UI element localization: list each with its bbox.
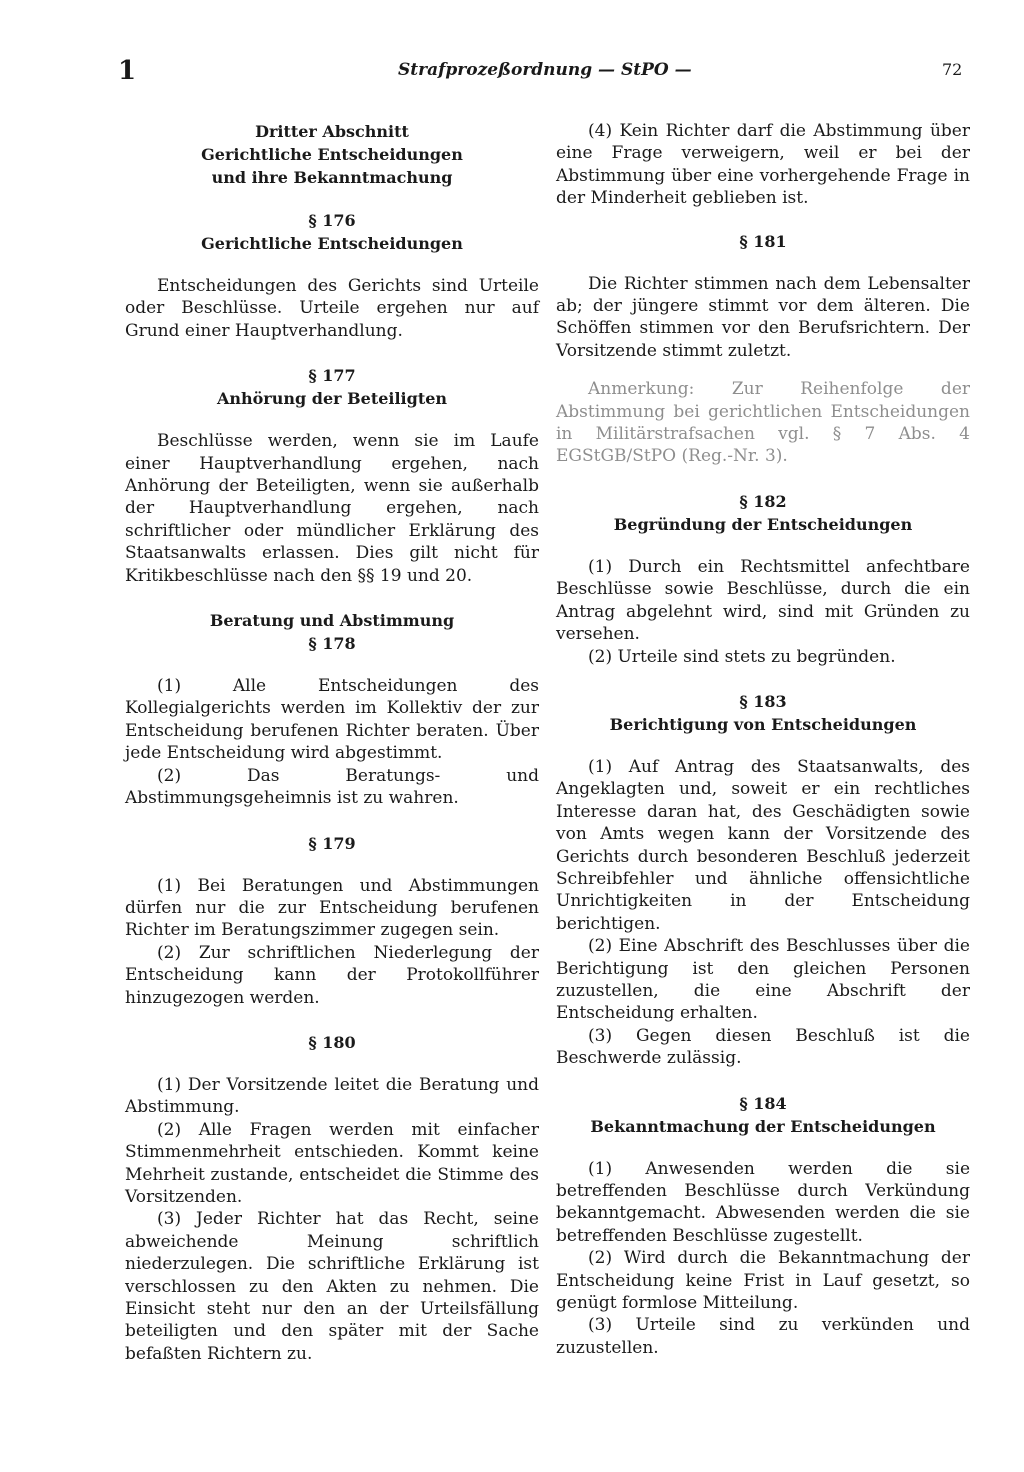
s183-title: Berichtigung von Entscheidungen [609, 714, 917, 734]
s178-p1: (1) Alle Entscheidungen des Kollegialgerichts werden im Kollektiv der zur Entscheidung berufenen Richter beraten. Über jede Entscheidung wird abgestimmt. [125, 676, 539, 764]
s184-p2: (2) Wird durch die Bekanntmachung der Entscheidung keine Frist in Lauf gesetzt, so genügt formlose Mitteilung. [556, 1248, 970, 1314]
section-heading-1: Dritter Abschnitt [255, 122, 409, 141]
s178-number: § 178 [308, 634, 356, 654]
s178-title: Beratung und Abstimmung [209, 611, 455, 631]
s181-number: § 181 [739, 231, 787, 251]
s182-p2: (2) Urteile sind stets zu begründen. [588, 646, 896, 667]
s184-p1: (1) Anwesenden werden die sie betreffenden Beschlüsse durch Verkündung bekanntgemacht. Abwesenden werden die sie betreffenden Beschlüsse zugestellt. [556, 1158, 970, 1246]
s176-title: Gerichtliche Entscheidungen [201, 234, 463, 253]
s183-number: § 183 [739, 691, 787, 711]
s177-title: Anhörung der Beteiligten [216, 389, 448, 409]
s178-p2: (2) Das Beratungs- und Abstimmungsgeheimnis ist zu wahren. [125, 765, 539, 809]
s177-number: § 177 [308, 366, 356, 386]
chapter-number: 1 [118, 56, 137, 86]
s176-text: Entscheidungen des Gerichts sind Urteile oder Beschlüsse. Urteile ergehen nur auf Grund einer Hauptverhandlung. [125, 276, 539, 341]
s184-p3: (3) Urteile sind zu verkünden und zuzustellen. [556, 1315, 970, 1358]
s180-number: § 180 [308, 1032, 356, 1052]
s179-p1: (1) Bei Beratungen und Abstimmungen dürfen nur die zur Entscheidung berufenen Richter im Beratungszimmer zugegen sein. [125, 875, 539, 941]
s179-p2: (2) Zur schriftlichen Niederlegung der Entscheidung kann der Protokollführer hinzugezogen werden. [125, 942, 539, 1008]
s181-text: Die Richter stimmen nach dem Lebensalter ab; der jüngere stimmt vor dem älteren. Die Schöffen stimmen vor den Berufsrichtern. Der Vorsitzende stimmt zuletzt. [556, 273, 970, 361]
section-heading-2: Gerichtliche Entscheidungen [201, 145, 463, 164]
s181-note: Anmerkung: Zur Reihenfolge der Abstimmung bei gerichtlichen Entscheidungen in Militärstrafsachen vgl. § 7 Abs. 4 EGStGB/StPO (Reg.-Nr. 3). [556, 379, 970, 467]
s182-number: § 182 [739, 491, 787, 511]
section-heading-3: und ihre Bekanntmachung [211, 168, 453, 187]
s176-number: § 176 [308, 211, 356, 230]
s183-p1: (1) Auf Antrag des Staatsanwalts, des Angeklagten und, soweit er ein rechtliches Interesse daran hat, des Geschädigten sowie von Amts wegen kann der Vorsitzende des Gerichts durch besonderen Beschluß jederzeit Schreibfehler und ähnliche offensichtliche Unrichtigkeiten in der Entscheidung berichtigen. [556, 756, 970, 934]
s182-p1: (1) Durch ein Rechtsmittel anfechtbare Beschlüsse sowie Beschlüsse, durch die ein Antrag abgelehnt wird, sind mit Gründen zu versehen. [556, 556, 970, 645]
running-title: Strafprozeßordnung — StPO — [398, 60, 692, 80]
s183-p2: (2) Eine Abschrift des Beschlusses über die Berichtigung ist den gleichen Personen zuzustellen, die eine Abschrift der Entscheidung erhalten. [556, 936, 970, 1024]
s180-p3: (3) Jeder Richter hat das Recht, seine abweichende Meinung schriftlich niederzulegen. Die schriftliche Erklärung ist verschlossen zu den Akten zu nehmen. Die Einsicht steht nur den an der Urteilsfällung beteiligten und den später mit der Sache befaßten Richtern zu. [125, 1209, 539, 1364]
s177-text: Beschlüsse werden, wenn sie im Laufe einer Hauptverhandlung ergehen, nach Anhörung der Beteiligten, wenn sie außerhalb der Hauptverhandlung ergehen, nach schriftlicher oder mündlicher Erklärung des Staatsanwalts erlassen. Dies gilt nicht für Kritikbeschlüsse nach den §§ 19 und 20. [125, 431, 539, 586]
right-column [556, 120, 970, 1359]
s180-p2: (2) Alle Fragen werden mit einfacher Stimmenmehrheit entschieden. Kommt keine Mehrheit zustande, entscheidet die Stimme des Vorsitzenden. [125, 1119, 539, 1207]
s182-title: Begründung der Entscheidungen [613, 514, 913, 534]
page-number: 72 [942, 60, 963, 79]
page-header [0, 56, 1024, 86]
s180-p1: (1) Der Vorsitzende leitet die Beratung und Abstimmung. [125, 1074, 539, 1118]
s180-p4: (4) Kein Richter darf die Abstimmung über eine Frage verweigern, weil er bei der Abstimmung über eine vorhergehende Frage in der Minderheit geblieben ist. [556, 121, 970, 209]
s183-p3: (3) Gegen diesen Beschluß ist die Beschwerde zulässig. [556, 1025, 970, 1069]
left-column [125, 120, 539, 1365]
s184-title: Bekanntmachung der Entscheidungen [590, 1116, 936, 1136]
s184-number: § 184 [739, 1093, 787, 1113]
s179-number: § 179 [308, 833, 356, 853]
